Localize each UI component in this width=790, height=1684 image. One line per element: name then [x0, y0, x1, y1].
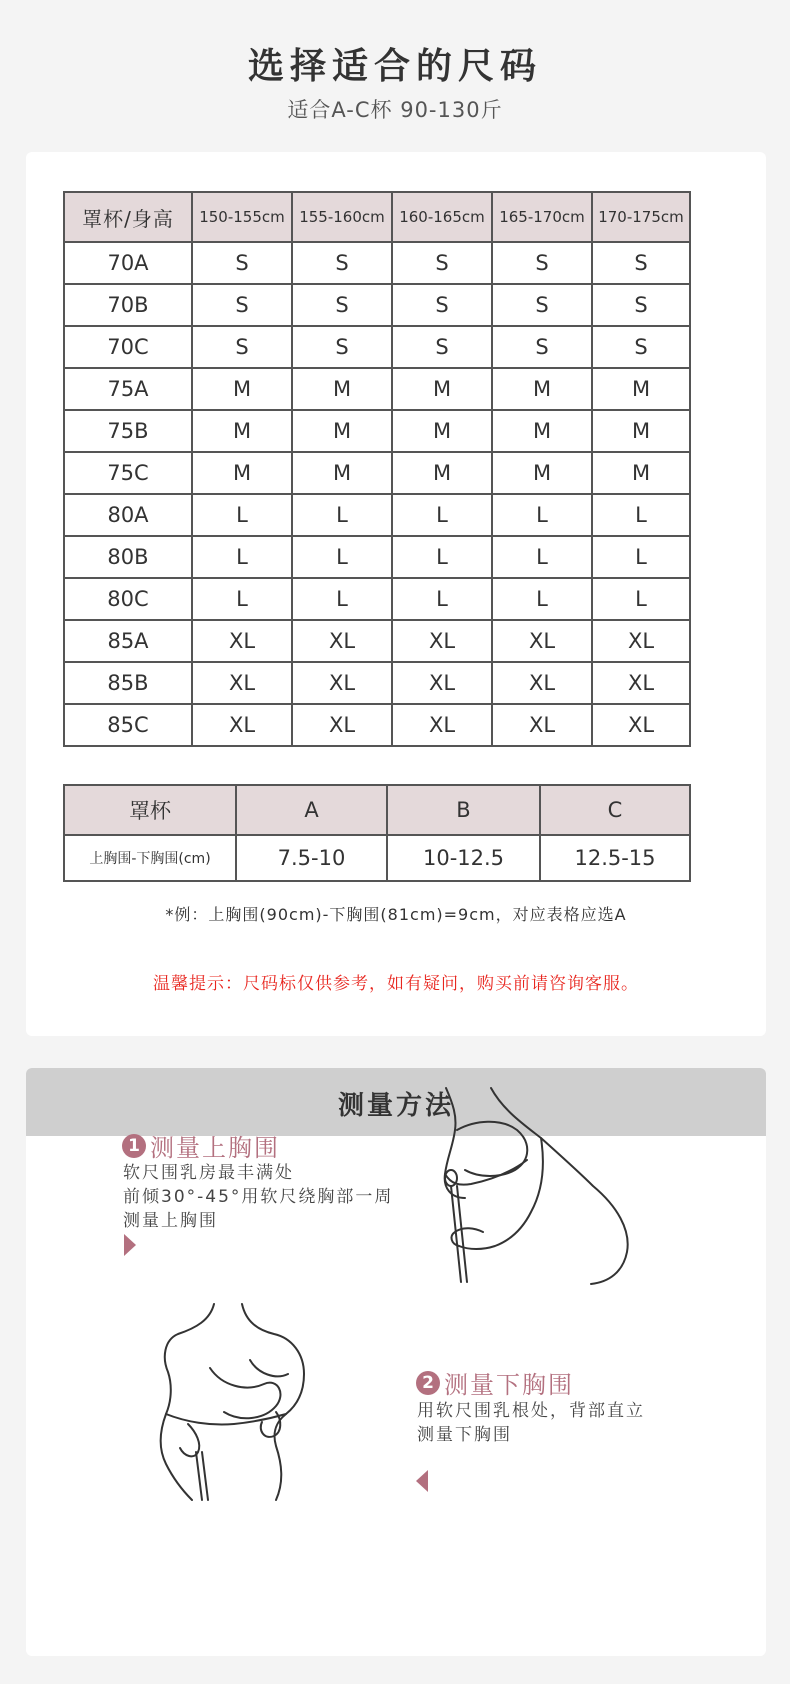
size-cell: S [392, 326, 492, 368]
table-row [64, 242, 690, 284]
size-cell: S [592, 326, 690, 368]
cup-size-label: 75A [64, 368, 192, 410]
table-row [64, 704, 690, 746]
example-note: *例：上胸围(90cm)-下胸围(81cm)=9cm，对应表格应选A [165, 905, 627, 924]
height-column-header: 160-165cm [392, 192, 492, 242]
cup-column-header: B [387, 785, 540, 835]
step2-heading-text: 测量下胸围 [444, 1371, 574, 1399]
step2-description [417, 1399, 645, 1447]
cup-size-label: 85A [64, 620, 192, 662]
size-cell: XL [192, 620, 292, 662]
under-bust-illustration-icon [126, 1302, 346, 1502]
cup-range-value: 10-12.5 [387, 835, 540, 881]
size-cell: M [592, 452, 690, 494]
right-arrow-icon [124, 1234, 136, 1256]
size-cell: XL [192, 704, 292, 746]
size-cell: L [492, 578, 592, 620]
height-column-header: 165-170cm [492, 192, 592, 242]
height-column-header: 155-160cm [292, 192, 392, 242]
cup-table-row [64, 835, 690, 881]
size-cell: M [592, 410, 690, 452]
page-subtitle: 适合A-C杯 90-130斤 [287, 98, 503, 122]
size-cell: S [392, 242, 492, 284]
size-cell: XL [292, 704, 392, 746]
table-row [64, 326, 690, 368]
size-cell: L [192, 578, 292, 620]
size-cell: L [192, 536, 292, 578]
size-cell: L [292, 578, 392, 620]
size-table-corner: 罩杯/身高 [64, 192, 192, 242]
size-cell: M [492, 410, 592, 452]
size-cell: S [192, 284, 292, 326]
size-cell: XL [392, 662, 492, 704]
table-row [64, 578, 690, 620]
size-cell: S [192, 242, 292, 284]
table-row [64, 284, 690, 326]
size-cell: S [492, 326, 592, 368]
size-cell: XL [592, 704, 690, 746]
size-cell: L [292, 536, 392, 578]
step2-number-badge: 2 [416, 1371, 440, 1395]
step1-line: 测量上胸围 [123, 1211, 218, 1231]
size-cell: L [392, 494, 492, 536]
cup-range-value: 7.5-10 [236, 835, 387, 881]
cup-row-label: 上胸围-下胸围(cm) [64, 835, 236, 881]
size-cell: S [392, 284, 492, 326]
size-cell: M [192, 452, 292, 494]
size-cell: S [192, 326, 292, 368]
size-cell: XL [292, 662, 392, 704]
cup-size-label: 75C [64, 452, 192, 494]
size-cell: S [492, 284, 592, 326]
measure-title: 测量方法 [337, 1091, 454, 1121]
cup-range-value: 12.5-15 [540, 835, 690, 881]
size-cell: L [592, 494, 690, 536]
size-cell: XL [192, 662, 292, 704]
step1-number-badge: 1 [122, 1134, 146, 1158]
cup-size-label: 80A [64, 494, 192, 536]
cup-table-header [64, 785, 690, 835]
size-cell: L [492, 494, 592, 536]
size-cell: L [592, 536, 690, 578]
cup-table [63, 784, 691, 882]
size-cell: M [392, 452, 492, 494]
size-cell: S [592, 284, 690, 326]
table-row [64, 368, 690, 410]
size-cell: XL [492, 704, 592, 746]
step1-heading [122, 1128, 280, 1163]
size-cell: S [592, 242, 690, 284]
step2-heading [416, 1365, 574, 1400]
cup-size-label: 80C [64, 578, 192, 620]
table-row [64, 536, 690, 578]
step2-line: 用软尺围乳根处，背部直立 [417, 1401, 645, 1421]
size-cell: XL [492, 662, 592, 704]
size-table-header [64, 192, 690, 242]
size-cell: XL [492, 620, 592, 662]
size-cell: L [492, 536, 592, 578]
size-cell: L [292, 494, 392, 536]
step2-line: 测量下胸围 [417, 1425, 512, 1445]
size-cell: XL [392, 620, 492, 662]
size-cell: XL [592, 620, 690, 662]
size-cell: M [292, 452, 392, 494]
measure-header [26, 1068, 766, 1136]
cup-column-header: A [236, 785, 387, 835]
cup-size-label: 75B [64, 410, 192, 452]
size-cell: M [292, 368, 392, 410]
warning-note: 温馨提示：尺码标仅供参考，如有疑问，购买前请咨询客服。 [153, 974, 639, 994]
size-cell: L [392, 578, 492, 620]
size-cell: M [592, 368, 690, 410]
size-cell: M [192, 410, 292, 452]
size-cell: XL [592, 662, 690, 704]
size-cell: M [492, 452, 592, 494]
size-cell: S [292, 284, 392, 326]
size-cell: L [392, 536, 492, 578]
left-arrow-icon [416, 1470, 428, 1492]
cup-size-label: 80B [64, 536, 192, 578]
size-cell: S [292, 242, 392, 284]
step1-description [123, 1161, 393, 1233]
size-cell: M [192, 368, 292, 410]
size-cell: M [392, 368, 492, 410]
upper-bust-illustration-icon [431, 1086, 646, 1286]
cup-size-label: 70C [64, 326, 192, 368]
cup-size-label: 70B [64, 284, 192, 326]
table-row [64, 620, 690, 662]
step1-line: 软尺围乳房最丰满处 [123, 1163, 294, 1183]
size-cell: XL [392, 704, 492, 746]
size-cell: L [192, 494, 292, 536]
cup-size-label: 85C [64, 704, 192, 746]
height-column-header: 150-155cm [192, 192, 292, 242]
cup-size-label: 85B [64, 662, 192, 704]
size-cell: M [292, 410, 392, 452]
cup-size-label: 70A [64, 242, 192, 284]
measure-card [26, 1068, 766, 1656]
table-row [64, 494, 690, 536]
height-column-header: 170-175cm [592, 192, 690, 242]
cup-table-corner: 罩杯 [64, 785, 236, 835]
step1-line: 前倾30°-45°用软尺绕胸部一周 [123, 1187, 394, 1207]
table-row [64, 452, 690, 494]
size-chart-card [26, 152, 766, 1036]
size-cell: XL [292, 620, 392, 662]
table-row [64, 662, 690, 704]
table-row [64, 410, 690, 452]
cup-column-header: C [540, 785, 690, 835]
size-table [63, 191, 691, 747]
size-cell: S [292, 326, 392, 368]
page-title: 选择适合的尺码 [247, 46, 542, 87]
size-cell: M [492, 368, 592, 410]
size-cell: L [592, 578, 690, 620]
step1-heading-text: 测量上胸围 [150, 1134, 280, 1162]
size-cell: S [492, 242, 592, 284]
size-cell: M [392, 410, 492, 452]
